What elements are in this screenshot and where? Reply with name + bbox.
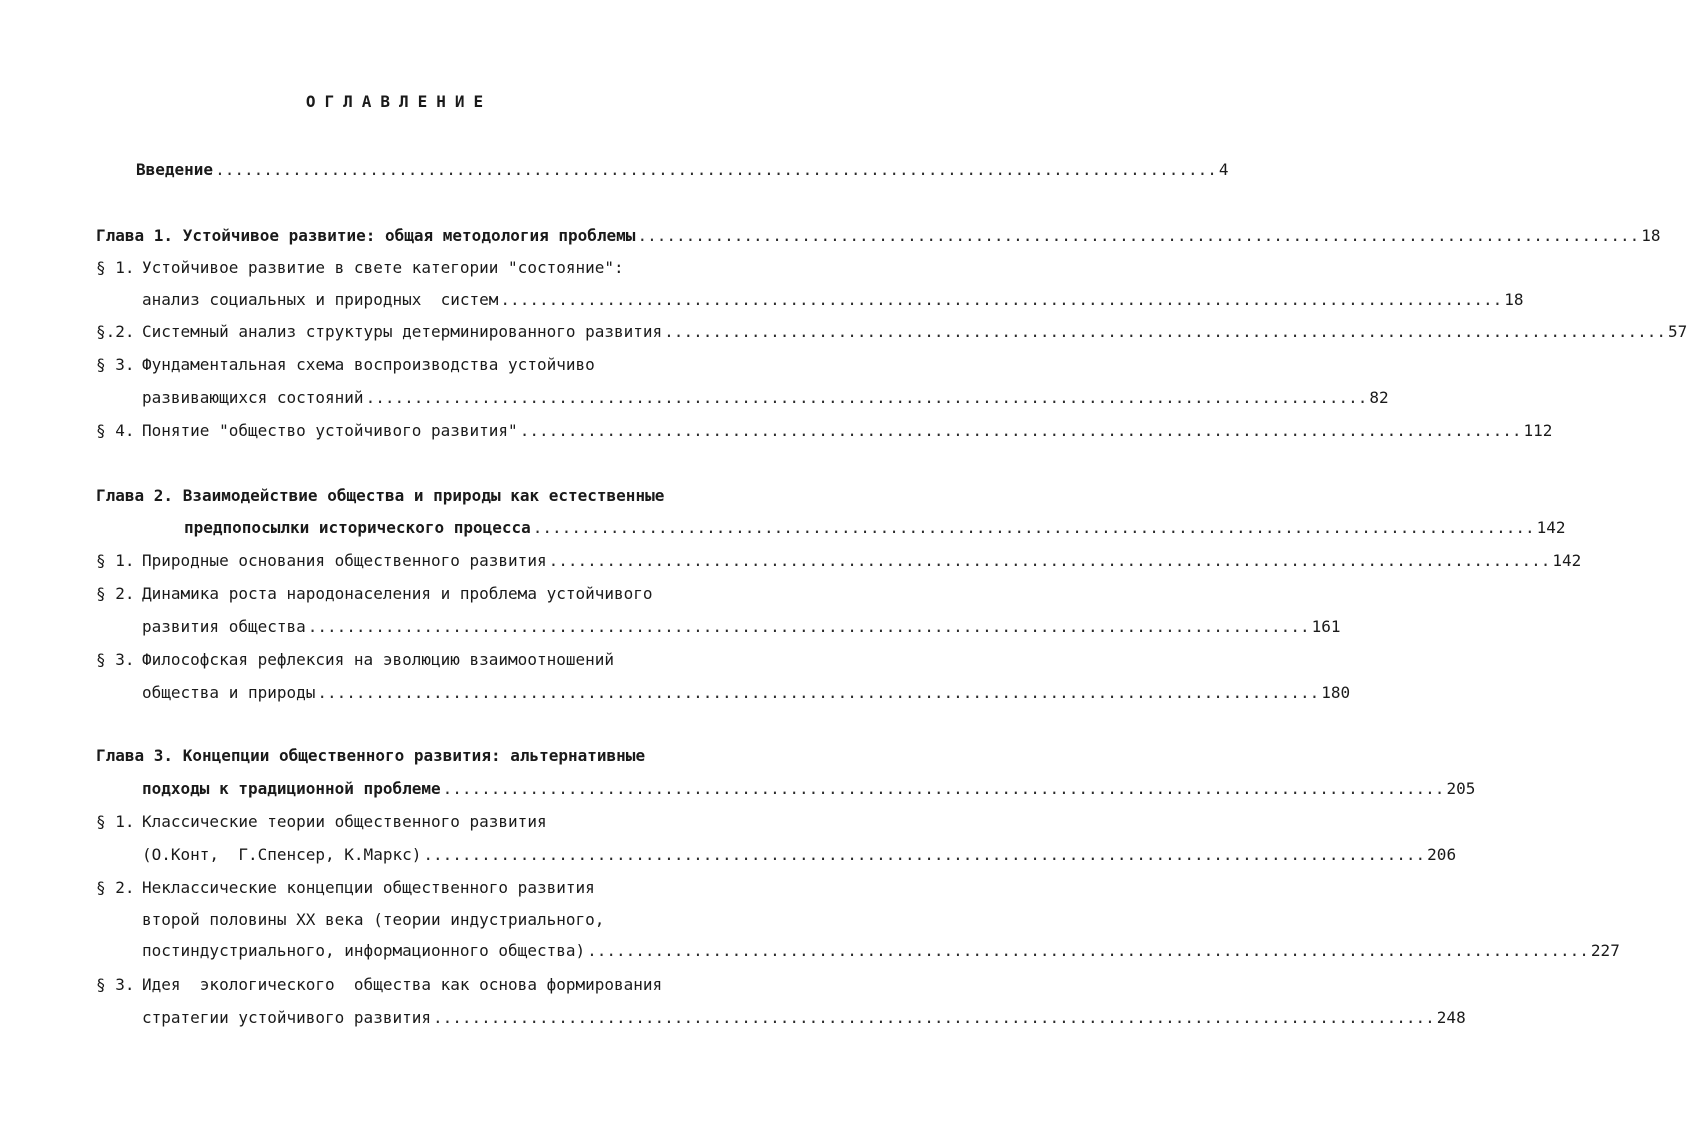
leader-dots: ........................................................................................................ (365, 388, 1368, 407)
leader-dots: ........................................................................................................ (532, 518, 1535, 537)
leader-dots: ........................................................................................................ (587, 941, 1589, 960)
chapter-heading: Глава 2. Взаимодействие общества и природы как естественные (96, 486, 665, 505)
section-title: стратегии устойчивого развития (142, 1008, 431, 1027)
toc-section[interactable] (96, 650, 734, 670)
section-title: Философская рефлексия на эволюцию взаимоотношений (142, 650, 615, 669)
section-number: § 2. (96, 584, 135, 603)
page-number: 180 (1321, 683, 1351, 702)
page-number: 206 (1427, 845, 1457, 864)
page-number: 161 (1311, 617, 1341, 636)
section-number: § 3. (96, 355, 135, 374)
section-title: развивающихся состояний (142, 388, 364, 407)
leader-dots: ........................................................................................................ (432, 1008, 1435, 1027)
section-title: общества и природы (142, 683, 316, 702)
page-number: 205 (1446, 779, 1476, 798)
toc-section-cont[interactable] (142, 290, 1524, 310)
section-title: Системный анализ структуры детерминированного развития (142, 322, 663, 341)
toc-section[interactable] (96, 355, 734, 375)
toc-chapter-3[interactable] (96, 746, 734, 766)
toc-section-cont[interactable] (142, 910, 734, 930)
leader-dots: ........................................................................................................ (442, 779, 1445, 798)
leader-dots: ........................................................................................................ (307, 617, 1310, 636)
section-number: § 1. (96, 812, 135, 831)
toc-section[interactable] (96, 551, 1582, 571)
page-number: 112 (1523, 421, 1553, 440)
page-number: 4 (1218, 160, 1229, 179)
toc-section[interactable] (96, 322, 1687, 342)
toc-section-cont[interactable] (142, 941, 1620, 961)
section-title: анализ социальных и природных систем (142, 290, 499, 309)
section-number: § 1. (96, 551, 135, 570)
chapter-heading: предпопосылки исторического процесса (184, 518, 531, 537)
toc-chapter-2-cont[interactable] (184, 518, 1566, 538)
section-title: Понятие "общество устойчивого развития" (142, 421, 518, 440)
page-number: 227 (1590, 941, 1620, 960)
toc-chapter-2[interactable] (96, 486, 734, 506)
section-title: (О.Конт, Г.Спенсер, К.Маркс) (142, 845, 422, 864)
toc-section-cont[interactable] (142, 617, 1341, 637)
section-title: Устойчивое развитие в свете категории "состояние": (142, 258, 624, 277)
page-number: 142 (1552, 551, 1582, 570)
section-number: § 1. (96, 258, 135, 277)
toc-section[interactable] (96, 878, 734, 898)
toc-chapter-1[interactable] (96, 226, 1661, 246)
page-number: 142 (1536, 518, 1566, 537)
section-title: Классические теории общественного развития (142, 812, 547, 831)
section-number: § 3. (96, 650, 135, 669)
leader-dots: ........................................................................................................ (548, 551, 1551, 570)
page-title: ОГЛАВЛЕНИЕ (305, 92, 493, 111)
section-title: Динамика роста народонаселения и проблема устойчивого (142, 584, 653, 603)
section-title: второй половины XX века (теории индустриального, (142, 910, 605, 929)
leader-dots: ........................................................................................................ (500, 290, 1503, 309)
chapter-heading: Глава 3. Концепции общественного развития: альтернативные (96, 746, 646, 765)
section-number: § 3. (96, 975, 135, 994)
toc-section[interactable] (96, 258, 734, 278)
leader-dots: ........................................................................................................ (423, 845, 1426, 864)
toc-section-cont[interactable] (142, 845, 1457, 865)
section-title: развития общества (142, 617, 306, 636)
toc-section[interactable] (96, 421, 1553, 441)
leader-dots: ........................................................................................................ (317, 683, 1320, 702)
section-title: Природные основания общественного развития (142, 551, 547, 570)
section-number: § 2. (96, 878, 135, 897)
page-number: 248 (1436, 1008, 1466, 1027)
leader-dots: ........................................................................................................ (215, 160, 1217, 179)
toc-chapter-3-cont[interactable] (142, 779, 1476, 799)
toc-intro-label: Введение (136, 160, 214, 179)
section-title: Идея экологического общества как основа формирования (142, 975, 663, 994)
chapter-heading: подходы к традиционной проблеме (142, 779, 441, 798)
page-number: 18 (1641, 226, 1661, 245)
leader-dots: ........................................................................................................ (519, 421, 1522, 440)
section-number: §.2. (96, 322, 135, 341)
page-number: 82 (1369, 388, 1389, 407)
section-title: Неклассические концепции общественного развития (142, 878, 595, 897)
toc-section[interactable] (96, 812, 734, 832)
toc-section-cont[interactable] (142, 388, 1389, 408)
toc-section-cont[interactable] (142, 683, 1351, 703)
section-number: § 4. (96, 421, 135, 440)
chapter-heading: Глава 1. Устойчивое развитие: общая методология проблемы (96, 226, 636, 245)
toc-section-cont[interactable] (142, 1008, 1466, 1028)
page-number: 18 (1504, 290, 1524, 309)
section-title: Фундаментальная схема воспроизводства устойчиво (142, 355, 595, 374)
page-number: 57 (1667, 322, 1687, 341)
toc-section[interactable] (96, 975, 734, 995)
toc-section[interactable] (96, 584, 734, 604)
leader-dots: ........................................................................................................ (637, 226, 1640, 245)
section-title: постиндустриального, информационного общества) (142, 941, 586, 960)
leader-dots: ........................................................................................................ (664, 322, 1666, 341)
toc-intro[interactable] (136, 160, 1229, 180)
